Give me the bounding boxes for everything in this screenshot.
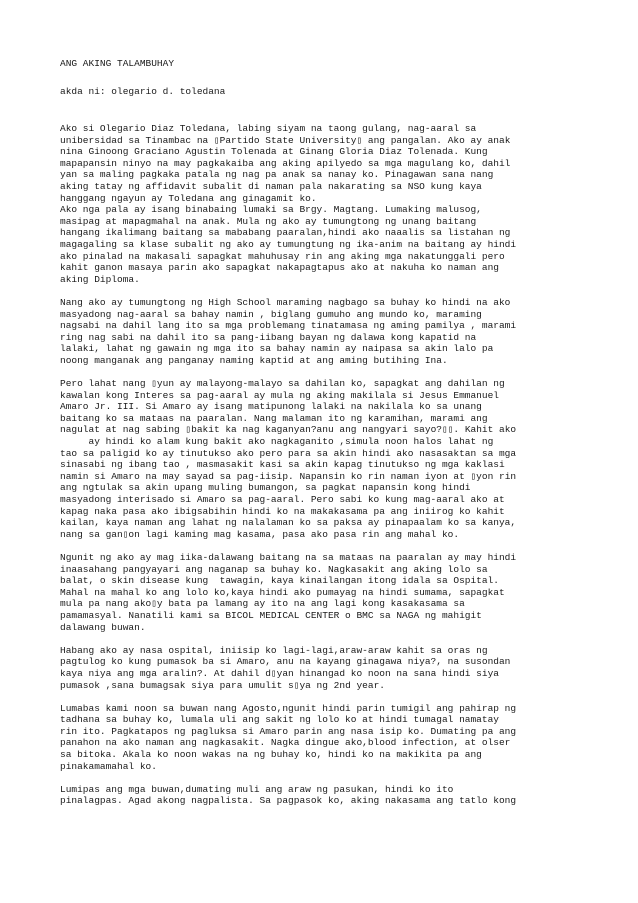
text-line: kapag naka pasa ako ibigsabihin hindi ko na makakasama pa ang iniirog ko kahit [60,505,505,517]
text-line: dalawang buwan. [60,621,146,633]
text-line: nagsabi na dahil lang ito sa mga problemang tinatamasa ng aming pamilya , marami [60,320,517,332]
text-line: pumasok ,sana bumagsak siya para umulit s▯ya ng 2nd year. [60,679,385,691]
text-line: kahit ganon masaya parin ako sapagkat nakapagtapus ako at nakuha ko naman ang [60,262,499,274]
text-line: sinasabi ng ibang tao , masmasakit kasi sa akin kapag tinutukso ng mga kaklasi [60,459,505,471]
document-title: ANG AKING TALAMBUHAY [60,58,175,69]
paragraph [60,297,620,367]
text-line: masyadong interisado si Amaro sa pag-aaral. Pero sabi ko kung mag-aaral ako at [60,494,505,505]
text-line: Nang ako ay tumungtong ng High School maraming nagbago sa buhay ko hindi na ako [60,296,511,308]
text-line: hangang ikalimang baitang sa mababang paaralan,hindi ako naaalis sa listahan ng [60,227,511,239]
text-line: hanggang ngayun ay Toledana ang ginagamit ko. [60,192,317,204]
text-line: nang sa gan▯on lagi kaming mag kasama, pasa ako pasa rin ang mahal ko. [60,528,460,540]
text-line: panahon na ako naman ang nagkasakit. Nagka dingue ako,blood infection, at olser [60,737,511,749]
text-line: ring nag sabi na dahil ito sa pang-iibang bayan ng dalawa kong kapatid na [60,331,477,343]
author-line: akda ni: olegario d. toledana [60,86,226,97]
text-line: aking tatay ng affidavit subalit di naman pala nakarating sa NSO kung kaya [60,180,482,192]
text-line: pinalagpas. Agad akong nagpalista. Sa pagpasok ko, aking nakasama ang tatlo kong [60,795,517,807]
text-line: mapapansin ninyo na may pagkakaiba ang aking apilyedo sa mga magulang ko, dahil [60,157,511,169]
text-line: Ako si Olegario Diaz Toledana, labing siyam na taong gulang, nag-aaral sa [60,123,477,134]
text-line: aking Diploma. [60,273,140,285]
paragraph [60,703,620,773]
text-line: namin si Amaro na may sayad sa pag-iisip. Napansin ko rin naman iyon at ▯yon rin [60,470,517,482]
paragraph [60,378,620,540]
text-line: lalaki, lahat ng gawain ng mga ito sa bahay namin ay naipasa sa akin lalo pa [60,343,494,355]
text-line: tadhana sa buhay ko, lumala uli ang sakit ng lolo ko at hindi tumagal namatay [60,714,499,726]
text-line: Pero lahat nang ▯yun ay malayong-malayo sa dahilan ko, sapagkat ang dahilan ng [60,378,505,390]
text-line: nina Ginoong Graciano Agustin Tolenada at Ginang Gloria Diaz Tolenada. Kung [60,146,488,158]
paragraph [60,552,620,633]
paragraph [60,123,620,285]
text-line: pamamasyal. Nanatili kami sa BICOL MEDICAL CENTER o BMC sa NAGA ng mahigit [60,609,482,621]
text-line: pagtulog ko kung pumasok ba si Amaro, anu na kayang ginagawa niya?, na susondan [60,656,511,668]
text-line: masipag at mapagmahal na anak. Mula ng ako ay tumungtong ng unang baitang [60,215,477,227]
text-line: kawalan kong Interes sa pag-aaral ay mula ng aking makilala si Jesus Emmanuel [60,389,499,401]
text-line: magagaling sa klase subalit ng ako ay tumungtung ng ika-anim na baitang ay hindi [60,238,517,250]
text-line: balat, o skin disease kung tawagin, kaya kinailangan itong idala sa Ospital. [60,575,499,587]
text-line: nagulat at nag sabing ▯bakit ka nag kaganyan?anu ang nangyari sayo?▯▯. Kahit ako [60,424,517,436]
paragraph [60,784,620,807]
text-line: Lumabas kami noon sa buwan nang Agosto,ngunit hindi parin tumigil ang pahirap ng [60,702,517,714]
text-line: ako pinalad na makasali sapagkat mahuhusay rin ang aking mga nakatunggali pero [60,250,505,262]
text-line: mula pa nang ako▯y bata pa lamang ay ito na ang lagi kong kasakasama sa [60,598,465,610]
text-line: Habang ako ay nasa ospital, iniisip ko lagi-lagi,araw-araw kahit sa oras ng [60,644,488,656]
text-line: Amaro Jr. III. Si Amaro ay isang matipunong lalaki na nakilala ko sa unang [60,401,482,413]
text-line: Mahal na mahal ko ang lolo ko,kaya hindi ako pumayag na hindi sumama, sapagkat [60,586,505,598]
document-body [60,123,620,819]
text-line: ang ngtulak sa akin upang muling bumangon, sa pagkat napansin kong hindi [60,482,471,494]
text-line: baitang ko sa mataas na paaralan. Nang malaman ito ng karamihan, marami ang [60,412,488,424]
text-line: yan sa maling pagkaka patala ng nag pa anak sa nanay ko. Pinagawan sana nang [60,169,494,181]
text-line: Ako nga pala ay isang binabaing lumaki sa Brgy. Magtang. Lumaking malusog, [60,204,482,216]
text-line: masyadong nag-aaral sa bahay namin , biglang gumuho ang mundo ko, maraming [60,308,482,320]
text-line: rin ito. Pagkatapos ng pagluksa si Amaro parin ang nasa isip ko. Dumating pa ang [60,725,517,737]
text-line: kailan, kaya naman ang lahat ng nalalaman ko sa paksa ay pinapaalam ko sa kanya, [60,517,517,529]
text-line: ay hindi ko alam kung bakit ako nagkaganito ,simula noon halos lahat ng [60,436,494,448]
text-line: tao sa paligid ko ay tinutukso ako pero para sa akin hindi ako nasasaktan sa mga [60,447,517,459]
paragraph [60,645,620,691]
text-line: kaya niya ang mga aralin?. At dahil d▯yan hinangad ko noon na sana hindi siya [60,667,499,679]
text-line: Ngunit ng ako ay mag iika-dalawang baitang na sa mataas na paaralan ay may hindi [60,551,517,563]
text-line: sa bitoka. Akala ko noon wakas na ng buhay ko, hindi ko na makikita pa ang [60,749,482,761]
text-line: unibersidad sa Tinambac na ▯Partido State University▯ ang pangalan. Ako ay anak [60,134,511,146]
text-line: pinakamamahal ko. [60,760,157,772]
text-line: noong manganak ang panganay naming kaptid at ang aming butihing Ina. [60,354,448,366]
text-line: Lumipas ang mga buwan,dumating muli ang araw ng pasukan, hindi ko ito [60,783,454,795]
text-line: inaasahang pangyayari ang naganap sa buhay ko. Nagkasakit ang aking lolo sa [60,563,488,575]
